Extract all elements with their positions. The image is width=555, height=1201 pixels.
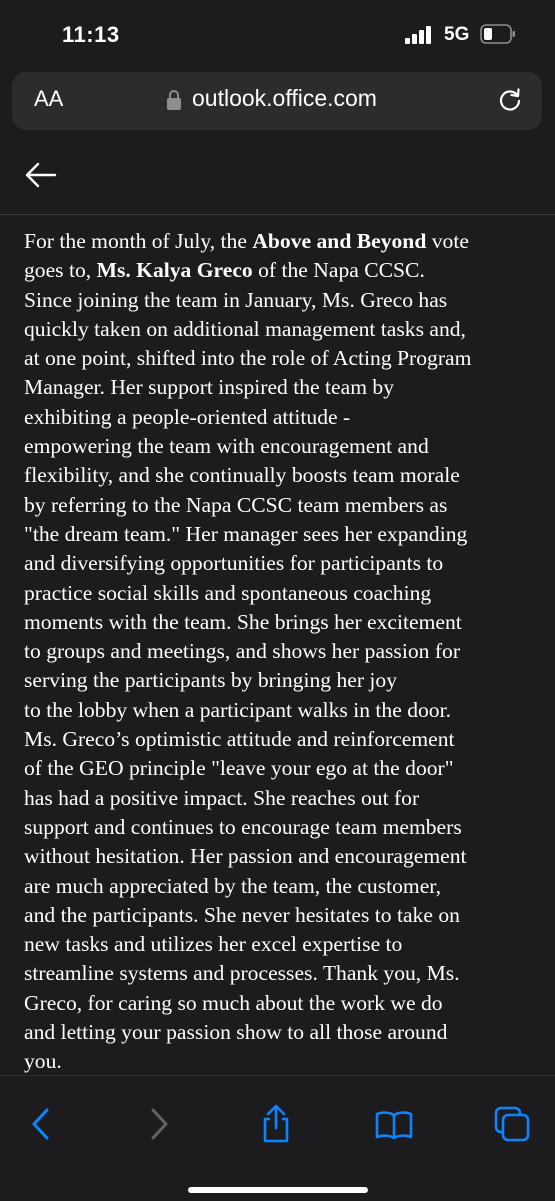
message-line	[24, 520, 534, 549]
bold-text: Ms. Kalya Greco	[96, 258, 253, 283]
text-run: Manager. Her support inspired the team by	[24, 375, 394, 400]
message-line	[24, 373, 534, 402]
message-line	[24, 872, 534, 901]
message-line	[24, 403, 534, 432]
text-run: new tasks and utilizes her excel expertise to	[24, 932, 403, 957]
text-run: and the participants. She never hesitates to take on	[24, 902, 460, 927]
message-line	[24, 315, 534, 344]
text-run: you.	[24, 1049, 62, 1074]
text-run: has had a positive impact. She reaches out for	[24, 785, 420, 810]
text-run: are much appreciated by the team, the customer,	[24, 873, 442, 898]
message-header	[0, 136, 555, 215]
lock-icon	[166, 89, 182, 111]
message-line	[24, 930, 534, 959]
message-line	[24, 696, 534, 725]
message-line	[24, 1047, 534, 1075]
message-line	[24, 989, 534, 1018]
battery-icon	[480, 24, 516, 44]
address-bar[interactable]	[12, 72, 542, 130]
home-indicator	[188, 1187, 368, 1193]
text-run: of the Napa CCSC.	[252, 258, 425, 283]
message-line	[24, 813, 534, 842]
message-line	[24, 959, 534, 988]
text-run: support and continues to encourage team members	[24, 814, 462, 839]
share-icon[interactable]	[256, 1104, 296, 1144]
text-run: streamline systems and processes. Thank you, Ms.	[24, 961, 460, 986]
text-run: vote	[426, 229, 469, 253]
bold-text: Above and Beyond	[252, 229, 427, 253]
url-text[interactable]: outlook.office.com	[192, 85, 377, 111]
message-line	[24, 637, 534, 666]
reload-icon[interactable]	[496, 86, 524, 114]
text-run: to the lobby when a participant walks in the door.	[24, 697, 451, 722]
message-line	[24, 784, 534, 813]
tabs-icon[interactable]	[492, 1104, 532, 1144]
text-run: quickly taken on additional management tasks and,	[24, 316, 466, 341]
text-run: at one point, shifted into the role of Acting Program	[24, 346, 472, 371]
message-line	[24, 461, 534, 490]
back-chevron-icon[interactable]	[22, 1104, 62, 1144]
message-line	[24, 256, 534, 285]
text-run: Ms. Greco’s optimistic attitude and reinforcement	[24, 727, 455, 752]
forward-chevron-icon[interactable]	[138, 1104, 178, 1144]
browser-address-area	[0, 70, 555, 136]
message-line	[24, 579, 534, 608]
text-run: of the GEO principle "leave your ego at the door"	[24, 756, 454, 781]
text-run: to groups and meetings, and shows her passion for	[24, 639, 461, 664]
message-line	[24, 344, 534, 373]
message-line	[24, 286, 534, 315]
message-line	[24, 491, 534, 520]
text-run: goes to,	[24, 258, 97, 283]
text-run: moments with the team. She brings her excitement	[24, 609, 462, 634]
message-line	[24, 549, 534, 578]
message-line	[24, 666, 534, 695]
message-line	[24, 432, 534, 461]
network-type: 5G	[444, 24, 470, 45]
message-body	[0, 215, 555, 1075]
text-run: "the dream team." Her manager sees her expanding	[24, 521, 468, 546]
message-line	[24, 1018, 534, 1047]
text-size-button[interactable]: AA	[34, 86, 64, 111]
text-run: and diversifying opportunities for participants to	[24, 551, 444, 576]
message-line	[24, 227, 534, 256]
text-run: flexibility, and she continually boosts team morale	[24, 463, 460, 488]
message-text	[24, 227, 534, 1075]
message-line	[24, 608, 534, 637]
text-run: empowering the team with encouragement and	[24, 434, 429, 459]
text-run: and letting your passion show to all those around	[24, 1020, 448, 1045]
status-bar	[0, 0, 555, 70]
text-run: exhibiting a people-oriented attitude -	[24, 404, 351, 429]
text-run: serving the participants by bringing her joy	[24, 668, 398, 693]
text-run: For the month of July, the	[24, 229, 253, 253]
message-line	[24, 725, 534, 754]
text-run: without hesitation. Her passion and encouragement	[24, 844, 467, 869]
browser-toolbar	[0, 1075, 555, 1201]
text-run: Greco, for caring so much about the work we do	[24, 990, 443, 1015]
message-line	[24, 901, 534, 930]
message-line	[24, 754, 534, 783]
text-run: practice social skills and spontaneous coaching	[24, 580, 432, 605]
status-time: 11:13	[62, 22, 120, 47]
back-arrow-icon[interactable]	[24, 160, 58, 190]
bookmarks-icon[interactable]	[374, 1104, 414, 1144]
text-run: by referring to the Napa CCSC team members as	[24, 492, 448, 517]
message-line	[24, 842, 534, 871]
cellular-signal-icon	[405, 26, 433, 44]
text-run: Since joining the team in January, Ms. Greco has	[24, 287, 448, 312]
